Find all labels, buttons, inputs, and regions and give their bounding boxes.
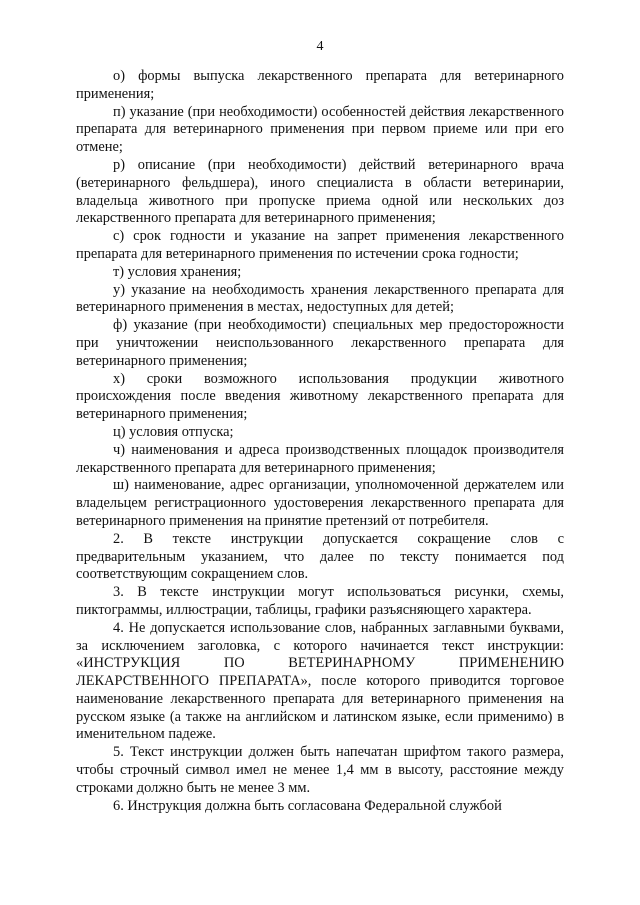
item-o: о) формы выпуска лекарственного препарата для ветеринарного применения; (76, 68, 564, 102)
item-p: п) указание (при необходимости) особенностей действия лекарственного препарата для ветеринарного применения при первом приеме или при его отмене; (76, 103, 564, 156)
item-sh: ш) наименование, адрес организации, уполномоченной держателем или владельцем регистрационного удостоверения лекарственного препарата для ветеринарного применения на принятие претензий от потребителя. (76, 477, 564, 529)
item-s: с) срок годности и указание на запрет применения лекарственного препарата для ветеринарного применения по истечении срока годности; (76, 228, 564, 262)
item-kh: х) сроки возможного использования продукции животного происхождения после введения животному лекарственного препарата для ветеринарного применения; (76, 370, 564, 423)
item-ch: ч) наименования и адреса производственных площадок производителя лекарственного препарата для ветеринарного применения; (76, 441, 564, 476)
clause-3: 3. В тексте инструкции могут использоваться рисунки, схемы, пиктограммы, иллюстрации, таблицы, графики разъясняющего характера. (76, 584, 564, 618)
clause-4: 4. Не допускается использование слов, набранных заглавными буквами, за исключением заголовка, с которого начинается текст инструкции: «ИНСТРУКЦИЯ ПО ВЕТЕРИНАРНОМУ ПРИМЕНЕНИЮ ЛЕКАРСТВЕННОГО ПРЕПАРАТА», после которого приводится торговое наименование лекарственного препарата для ветеринарного применения на русском языке (а также на английском и латинском языке, если применимо) в именительном падеже. (76, 619, 564, 743)
document-body (76, 68, 564, 815)
item-r: р) описание (при необходимости) действий ветеринарного врача (ветеринарного фельдшера), иного специалиста в области ветеринарии, владельца животного при пропуске приема одной или нескольких доз лекарственного препарата для ветеринарного применения; (76, 156, 564, 227)
clause-2: 2. В тексте инструкции допускается сокращение слов с предварительным указанием, что далее по тексту понимается под соответствующим сокращением слов. (76, 530, 564, 583)
item-f: ф) указание (при необходимости) специальных мер предосторожности при уничтожении неиспользованного лекарственного препарата для ветеринарного применения; (76, 317, 564, 369)
page-number: 4 (316, 39, 324, 54)
item-t: т) условия хранения; (113, 263, 242, 280)
item-ts: ц) условия отпуска; (113, 423, 234, 440)
item-u: у) указание на необходимость хранения лекарственного препарата для ветеринарного применения в местах, недоступных для детей; (76, 281, 564, 316)
clause-5: 5. Текст инструкции должен быть напечатан шрифтом такого размера, чтобы строчный символ имел не менее 1,4 мм в высоту, расстояние между строками должно быть не менее 3 мм. (76, 744, 564, 796)
clause-6: 6. Инструкция должна быть согласована Федеральной службой (113, 797, 502, 814)
